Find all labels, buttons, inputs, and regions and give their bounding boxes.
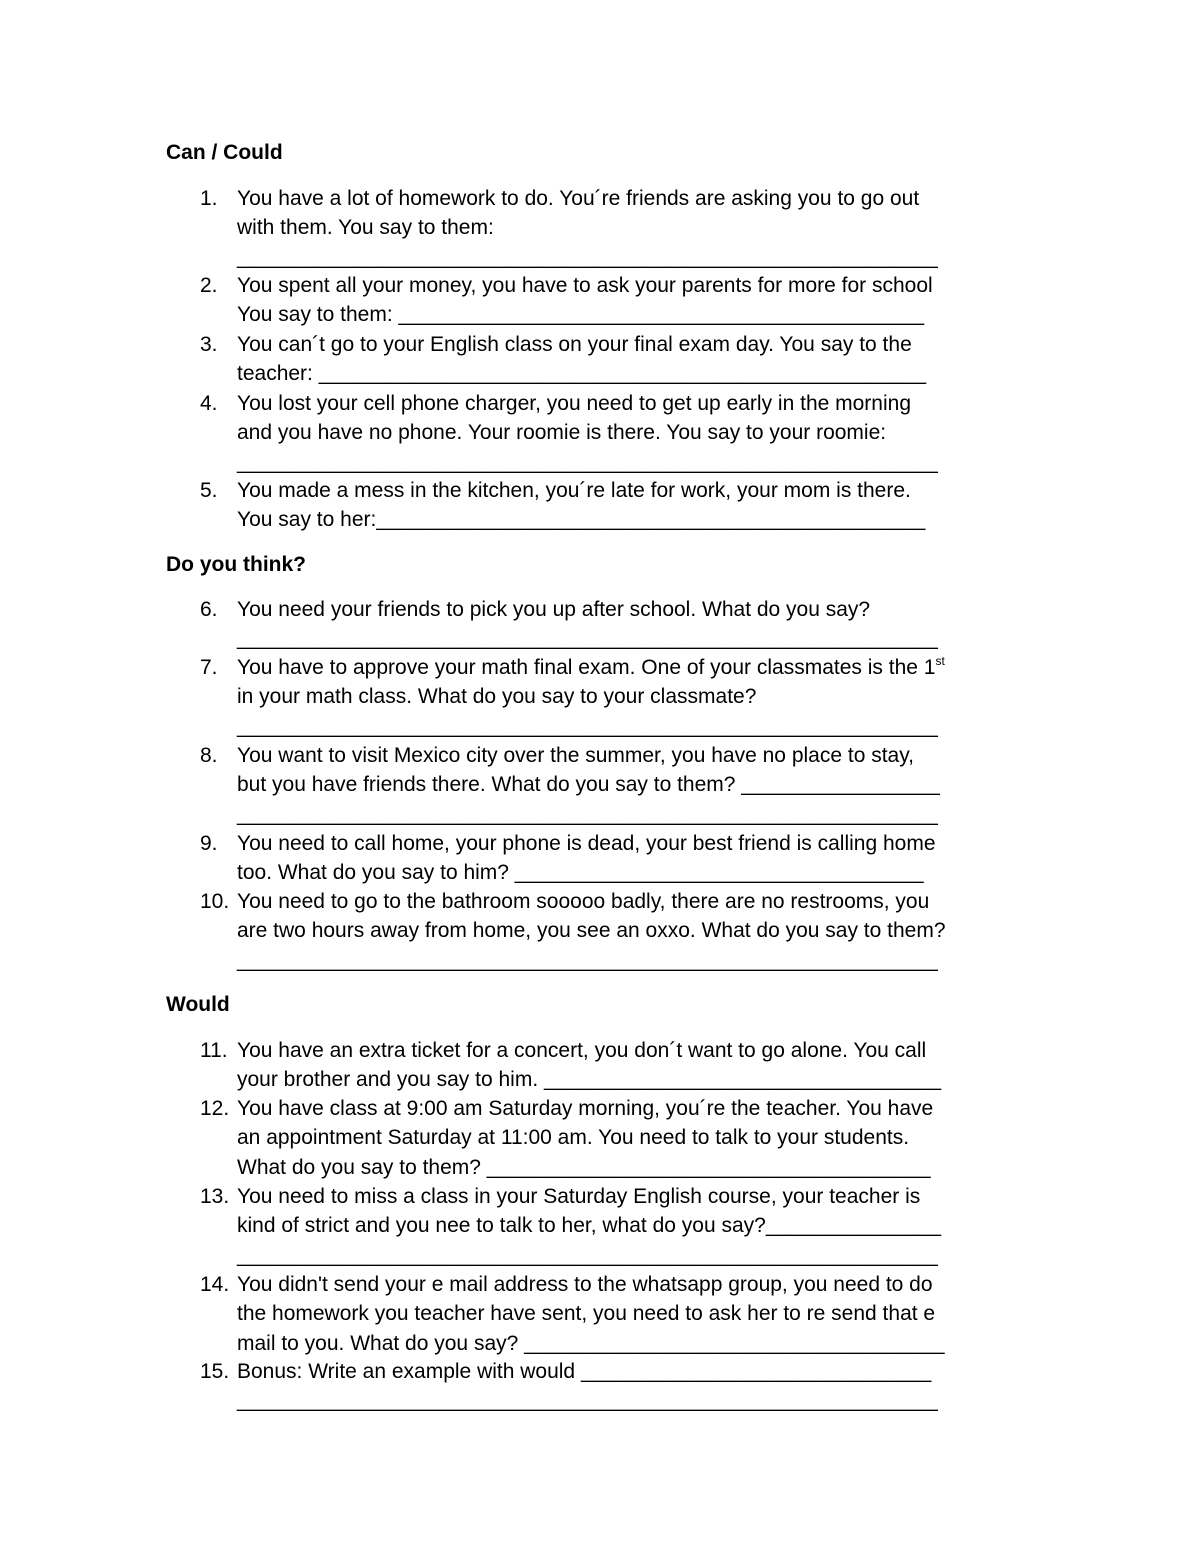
question-text-line: kind of strict and you nee to talk to her, what do you say?_______________: [237, 1214, 942, 1238]
question-text-line: You need your friends to pick you up after school. What do you say?: [237, 598, 871, 621]
question-item: [200, 1357, 1040, 1416]
question-number: 1.: [200, 187, 218, 210]
question-item: [200, 595, 1040, 654]
question-item: [200, 1036, 1040, 1095]
question-item: [200, 271, 1040, 330]
question-text-line: You can´t go to your English class on your final exam day. You say to the: [237, 333, 912, 356]
question-text-line: and you have no phone. Your roomie is there. You say to your roomie:: [237, 421, 887, 445]
answer-blank-line[interactable]: ____________________________________________________________: [237, 245, 938, 269]
question-text-line: You have a lot of homework to do. You´re friends are asking you to go out: [237, 187, 920, 210]
question-item: [200, 887, 1040, 975]
question-text-line: You have class at 9:00 am Saturday morning, you´re the teacher. You have: [237, 1097, 934, 1120]
question-item: [200, 184, 1040, 272]
question-item: [200, 653, 1040, 741]
question-text-line: You need to miss a class in your Saturday English course, your teacher is: [237, 1185, 921, 1208]
question-text-line: You didn't send your e mail address to the whatsapp group, you need to do: [237, 1273, 933, 1296]
question-number: 15.: [200, 1360, 230, 1383]
answer-blank-line[interactable]: ____________________________________________________________: [237, 1389, 938, 1413]
question-item: [200, 476, 1040, 535]
question-number: 11.: [200, 1039, 228, 1062]
question-text-line: You spent all your money, you have to ask your parents for more for school: [237, 274, 933, 297]
question-text-line: the homework you teacher have sent, you need to ask her to re send that e: [237, 1302, 936, 1326]
answer-blank-line[interactable]: teacher: ____________________________________________________: [237, 362, 927, 386]
question-text-line: You lost your cell phone charger, you need to get up early in the morning: [237, 392, 911, 415]
section-heading-do-you-think: Do you think?: [166, 553, 306, 576]
answer-blank-line[interactable]: ____________________________________________________________: [237, 1243, 938, 1267]
question-text-line: an appointment Saturday at 11:00 am. You need to talk to your students.: [237, 1126, 910, 1150]
question-text-line: in your math class. What do you say to your classmate?: [237, 685, 757, 709]
question-number: 5.: [200, 479, 218, 502]
section-heading-can-could: Can / Could: [166, 141, 283, 164]
answer-blank-line[interactable]: mail to you. What do you say? ____________________________________: [237, 1331, 945, 1355]
question-text-line: You need to call home, your phone is dead, your best friend is calling home: [237, 832, 936, 855]
answer-blank-line[interactable]: too. What do you say to him? ___________________________________: [237, 861, 924, 885]
question-number: 6.: [200, 598, 218, 621]
answer-blank-line[interactable]: You say to her:_______________________________________________: [237, 508, 926, 532]
question-item: [200, 1270, 1040, 1358]
question-item: [200, 829, 1040, 888]
question-number: 7.: [200, 656, 218, 679]
question-item: [200, 741, 1040, 829]
question-number: 9.: [200, 832, 218, 855]
answer-blank-line[interactable]: ____________________________________________________________: [237, 802, 938, 826]
question-text-line: are two hours away from home, you see an oxxo. What do you say to them?: [237, 919, 946, 943]
question-number: 14.: [200, 1273, 230, 1296]
question-number: 10.: [200, 890, 230, 913]
question-text-line: You want to visit Mexico city over the summer, you have no place to stay,: [237, 744, 914, 767]
question-number: 3.: [200, 333, 218, 356]
question-number: 13.: [200, 1185, 230, 1208]
question-item: [200, 1094, 1040, 1182]
answer-blank-line[interactable]: ____________________________________________________________: [237, 948, 938, 972]
question-number: 8.: [200, 744, 218, 767]
answer-blank-line[interactable]: ____________________________________________________________: [237, 714, 938, 738]
question-number: 12.: [200, 1097, 230, 1120]
answer-blank-line[interactable]: your brother and you say to him. __________________________________: [237, 1068, 942, 1092]
question-text-line: [237, 653, 1040, 682]
answer-blank-line[interactable]: ____________________________________________________________: [237, 450, 938, 474]
answer-blank-line[interactable]: You say to them: _____________________________________________: [237, 303, 925, 327]
question-text: You have to approve your math final exam. One of your classmates is the 1: [237, 656, 936, 679]
answer-blank-line[interactable]: What do you say to them? ______________________________________: [237, 1155, 931, 1179]
question-text-line: You need to go to the bathroom sooooo badly, there are no restrooms, you: [237, 890, 930, 913]
section-heading-would: Would: [166, 993, 230, 1016]
question-item: [200, 1182, 1040, 1270]
answer-blank-line[interactable]: ____________________________________________________________: [237, 627, 938, 651]
question-text-line: You made a mess in the kitchen, you´re late for work, your mom is there.: [237, 479, 911, 502]
question-text-line: You have an extra ticket for a concert, you don´t want to go alone. You call: [237, 1039, 927, 1062]
ordinal-suffix: st: [935, 654, 945, 668]
question-number: 4.: [200, 392, 218, 415]
question-text-line: Bonus: Write an example with would ______________________________: [237, 1360, 932, 1383]
question-item: [200, 330, 1040, 389]
question-item: [200, 389, 1040, 477]
question-number: 2.: [200, 274, 218, 297]
question-text-line: with them. You say to them:: [237, 216, 494, 240]
question-text-line: but you have friends there. What do you say to them? _________________: [237, 773, 940, 797]
